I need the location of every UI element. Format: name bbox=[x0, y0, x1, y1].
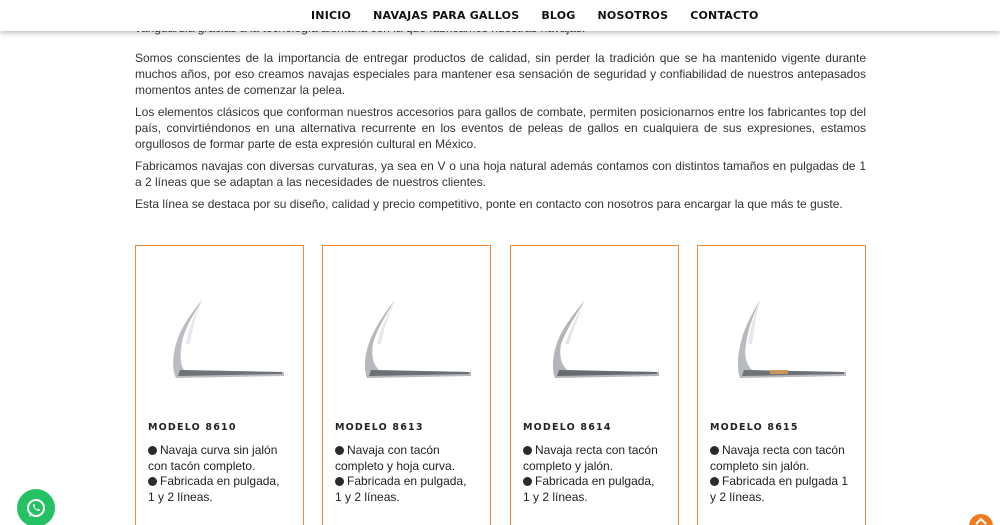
nav-item-nosotros[interactable]: NOSOTROS bbox=[597, 9, 669, 22]
product-model: MODELO 8610 bbox=[148, 422, 237, 433]
knife-image bbox=[343, 294, 471, 386]
product-description bbox=[523, 443, 663, 505]
nav-item-inicio[interactable]: INICIO bbox=[311, 9, 352, 22]
product-feature-2: Fabricada en pulgada 1 y 2 líneas. bbox=[710, 474, 849, 504]
intro-paragraph-4: Esta línea se destaca por su diseño, calidad y precio competitivo, ponte en contacto con nosotros para encargar la que más te guste. bbox=[135, 197, 843, 211]
product-feature-1: Navaja curva sin jalón con tacón completo. bbox=[148, 443, 278, 473]
product-model: MODELO 8614 bbox=[523, 422, 612, 433]
whatsapp-icon bbox=[25, 497, 47, 519]
nav-item-contacto[interactable]: CONTACTO bbox=[690, 9, 759, 22]
product-feature-1: Navaja recta con tacón completo sin jalón. bbox=[710, 443, 845, 473]
intro-paragraph-2: Los elementos clásicos que conforman nuestros accesorios para gallos de combate, permiten posicionarnos entre los fabricantes top del país, convirtiéndonos en una alternativa recurrente en los eventos de peleas de gallos en cualquiera de sus expresiones, estamos orgullosos de formar parte de esta expresión cultural en México. bbox=[135, 105, 866, 151]
product-description bbox=[710, 443, 850, 505]
product-card-8610[interactable] bbox=[135, 245, 304, 525]
scroll-top-button[interactable] bbox=[969, 514, 993, 525]
whatsapp-button[interactable] bbox=[17, 489, 55, 525]
product-description bbox=[148, 443, 288, 505]
intro-section bbox=[135, 0, 866, 218]
bullet-icon bbox=[523, 477, 532, 486]
top-navbar bbox=[0, 0, 1000, 31]
bullet-icon bbox=[523, 446, 532, 455]
knife-image bbox=[718, 294, 846, 386]
knife-image bbox=[156, 294, 284, 386]
product-feature-2: Fabricada en pulgada, 1 y 2 líneas. bbox=[523, 474, 655, 504]
bullet-icon bbox=[710, 477, 719, 486]
product-model: MODELO 8615 bbox=[710, 422, 799, 433]
bullet-icon bbox=[148, 446, 157, 455]
product-description bbox=[335, 443, 475, 505]
nav-item-navajas[interactable]: NAVAJAS PARA GALLOS bbox=[373, 9, 520, 22]
scroll-top-icon bbox=[969, 514, 993, 525]
bullet-icon bbox=[148, 477, 157, 486]
bullet-icon bbox=[710, 446, 719, 455]
knife-image bbox=[531, 294, 659, 386]
product-grid bbox=[135, 245, 866, 525]
nav-item-blog[interactable]: BLOG bbox=[541, 9, 576, 22]
product-card-8615[interactable] bbox=[697, 245, 866, 525]
intro-paragraph-1: Somos conscientes de la importancia de entregar productos de calidad, sin perder la tradición que se ha mantenido vigente durante muchos años, por eso creamos navajas especiales para mantener esa sensación de seguridad y confiabilidad de nuestros antepasados momentos antes de comenzar la pelea. bbox=[135, 51, 866, 97]
product-feature-1: Navaja recta con tacón completo y jalón. bbox=[523, 443, 658, 473]
product-feature-1: Navaja con tacón completo y hoja curva. bbox=[335, 443, 456, 473]
intro-paragraph-3: Fabricamos navajas con diversas curvaturas, ya sea en V o una hoja natural además contamos con distintos tamaños en pulgadas de 1 a 2 líneas que se adaptan a las necesidades de nuestros clientes. bbox=[135, 159, 866, 189]
product-card-8614[interactable] bbox=[510, 245, 679, 525]
product-feature-2: Fabricada en pulgada, 1 y 2 líneas. bbox=[335, 474, 467, 504]
product-feature-2: Fabricada en pulgada, 1 y 2 líneas. bbox=[148, 474, 280, 504]
main-nav bbox=[311, 9, 759, 22]
bullet-icon bbox=[335, 446, 344, 455]
bullet-icon bbox=[335, 477, 344, 486]
product-model: MODELO 8613 bbox=[335, 422, 424, 433]
product-card-8613[interactable] bbox=[322, 245, 491, 525]
